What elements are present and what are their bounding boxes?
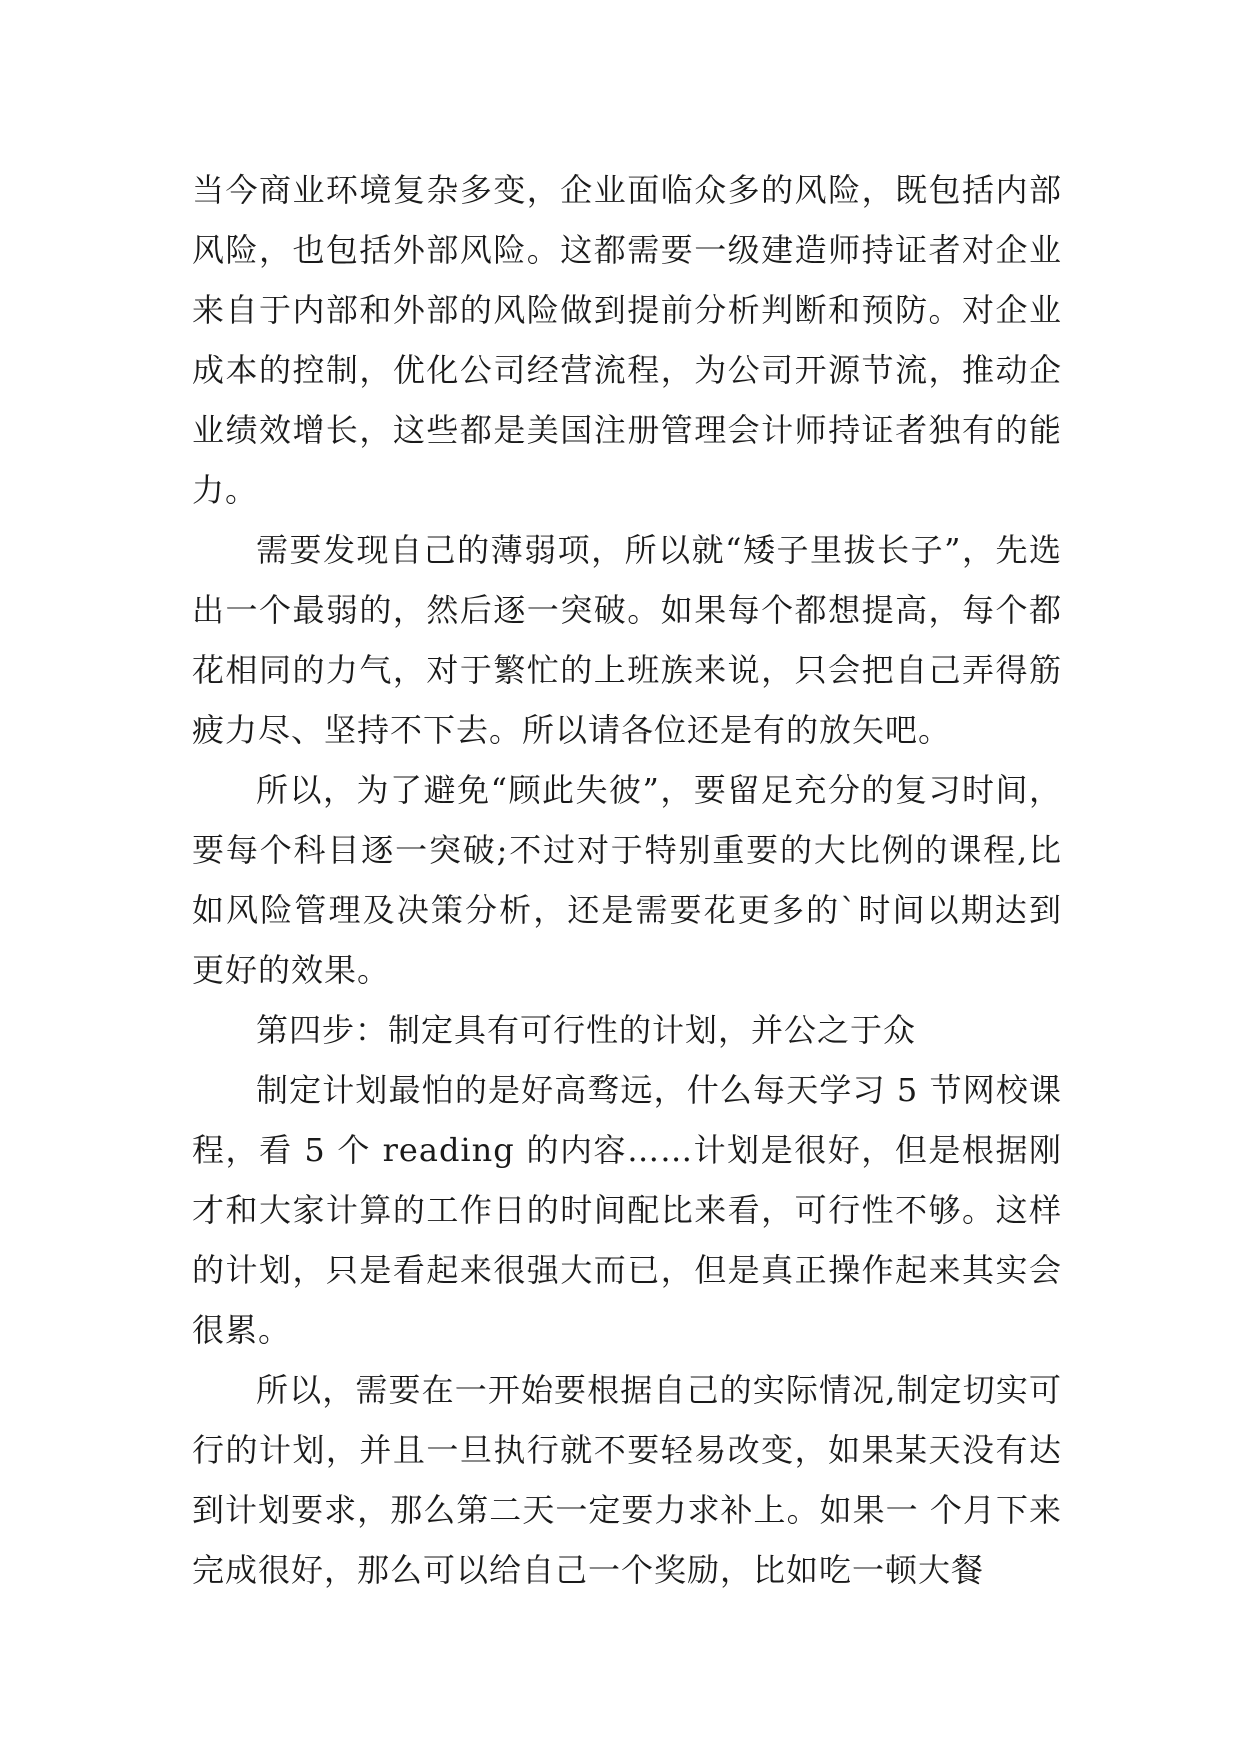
paragraph-3: 所以，为了避免“顾此失彼”，要留足充分的复习时间，要每个科目逐一突破;不过对于特别重要的大比例的课程,比如风险管理及决策分析，还是需要花更多的`时间以期达到更好的效果。 (192, 771, 1062, 989)
paragraph-5: 制定计划最怕的是好高骛远，什么每天学习 5 节网校课程，看 5 个 reading 的内容……计划是很好，但是根据刚才和大家计算的工作日的时间配比来看，可行性不够。这样的计划，只是看起来很强大而已，但是真正操作起来其实会很累。 (192, 1071, 1062, 1349)
paragraph-1: 当今商业环境复杂多变，企业面临众多的风险，既包括内部风险，也包括外部风险。这都需要一级建造师持证者对企业来自于内部和外部的风险做到提前分析判断和预防。对企业成本的控制，优化公司经营流程，为公司开源节流，推动企业绩效增长，这些都是美国注册管理会计师持证者独有的能力。 (192, 171, 1062, 509)
paragraph-6: 所以，需要在一开始要根据自己的实际情况,制定切实可行的计划，并且一旦执行就不要轻易改变，如果某天没有达到计划要求，那么第二天一定要力求补上。如果一 个月下来完成很好，那么可以给自己一个奖励，比如吃一顿大餐 (192, 1371, 1062, 1589)
document-body (192, 160, 1062, 1600)
step-heading: 第四步：制定具有可行性的计划，并公之于众 (256, 1011, 917, 1049)
paragraph-2: 需要发现自己的薄弱项，所以就“矮子里拔长子”，先选出一个最弱的，然后逐一突破。如果每个都想提高，每个都花相同的力气，对于繁忙的上班族来说，只会把自己弄得筋疲力尽、坚持不下去。所以请各位还是有的放矢吧。 (192, 531, 1062, 749)
